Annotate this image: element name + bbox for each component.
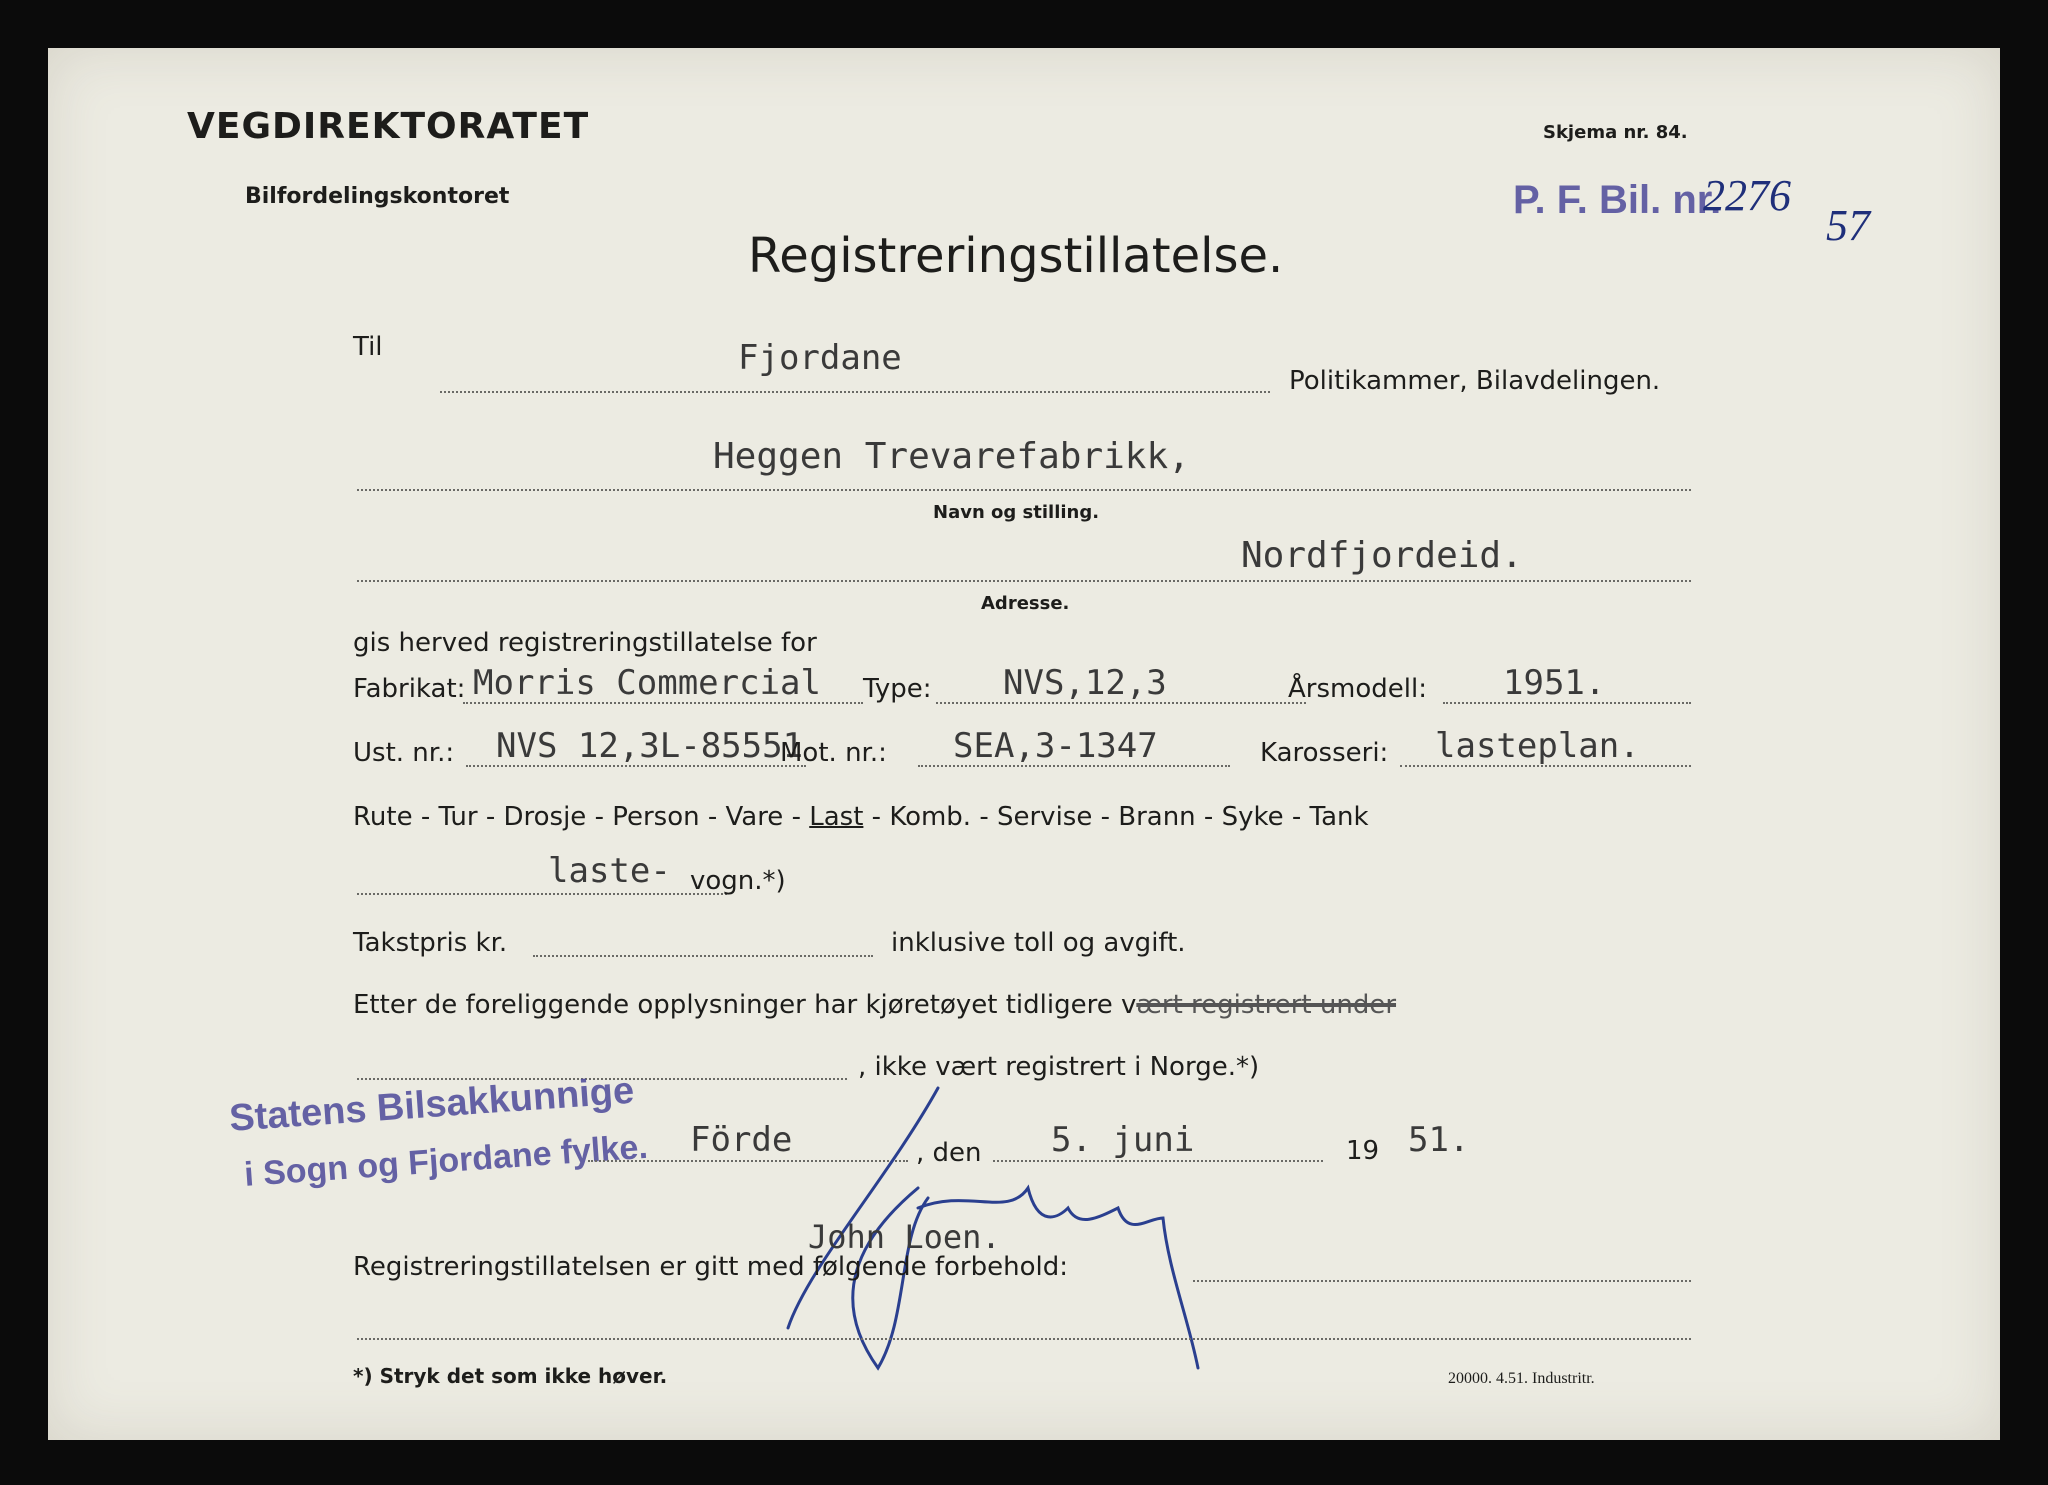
year-label: Årsmodell: [1288, 674, 1427, 704]
fabrikat-label: Fabrikat: [353, 674, 466, 704]
org-stamp-line2: i Sogn og Fjordane fylke. [243, 1127, 649, 1194]
previous-text [353, 990, 1396, 1020]
date-value: 5. juni [1051, 1120, 1195, 1160]
previous-line2: , ikke vært registrert i Norge.*) [858, 1052, 1260, 1082]
category-post: - Komb. - Servise - Brann - Syke - Tank [871, 802, 1369, 832]
document-title: Registreringstillatelse. [748, 228, 1284, 284]
name-value: Heggen Trevarefabrikk, [713, 436, 1190, 477]
to-suffix: Politikammer, Bilavdelingen. [1289, 366, 1661, 396]
mot-value: SEA,3-1347 [953, 726, 1158, 766]
to-value: Fjordane [738, 338, 902, 378]
previous-struck: ært registrert under [1136, 990, 1397, 1020]
printer-mark: 20000. 4.51. Industritr. [1448, 1370, 1595, 1387]
reference-suffix: 57 [1826, 201, 1870, 250]
price-line [533, 955, 873, 957]
signer-name: John Loen. [808, 1218, 1001, 1256]
reference-number: 2276 [1703, 171, 1791, 220]
address-line [357, 580, 1691, 582]
type-value: NVS,12,3 [1003, 663, 1167, 703]
to-label: Til [353, 332, 383, 362]
ust-label: Ust. nr.: [353, 738, 455, 768]
address-value: Nordfjordeid. [1241, 535, 1523, 576]
conditions-line-1 [1193, 1280, 1691, 1282]
year-suffix: 51. [1408, 1120, 1470, 1160]
category-pre: Rute - Tur - Drosje - Person - Vare - [353, 802, 801, 832]
price-suffix: inklusive toll og avgift. [891, 928, 1186, 958]
name-line [357, 489, 1691, 491]
vogn-suffix: vogn.*) [690, 866, 786, 896]
year-value: 1951. [1503, 663, 1606, 703]
name-caption: Navn og stilling. [933, 502, 1100, 523]
mot-label: Mot. nr.: [780, 738, 887, 768]
grant-text: gis herved registreringstillatelse for [353, 628, 817, 658]
year-prefix: 19 [1346, 1136, 1380, 1166]
schema-number: Skjema nr. 84. [1543, 122, 1688, 143]
footnote: *) Stryk det som ikke høver. [353, 1364, 668, 1388]
ust-value: NVS 12,3L-85551 [496, 726, 804, 766]
reference-stamp: P. F. Bil. nr. [1513, 178, 1722, 222]
fabrikat-value: Morris Commercial [473, 663, 821, 703]
type-label: Type: [863, 674, 932, 704]
price-label: Takstpris kr. [353, 928, 508, 958]
place-value: Förde [690, 1120, 793, 1160]
vogn-line [357, 893, 727, 895]
vogn-value: laste- [548, 851, 671, 891]
address-caption: Adresse. [981, 593, 1070, 614]
org-heading: VEGDIREKTORATET [187, 106, 590, 147]
category-line [353, 802, 1369, 832]
document-page [48, 48, 2000, 1440]
category-selected: Last [809, 802, 864, 832]
conditions-label: Registreringstillatelsen er gitt med følgende forbehold: [353, 1252, 1068, 1282]
body-label: Karosseri: [1260, 738, 1389, 768]
to-line [440, 391, 1270, 393]
previous-main: Etter de foreliggende opplysninger har kjøretøyet tidligere v [353, 990, 1137, 1020]
conditions-line-2 [357, 1338, 1691, 1340]
dept-subheading: Bilfordelingskontoret [245, 184, 510, 209]
body-value: lasteplan. [1435, 726, 1640, 766]
org-stamp-line1: Statens Bilsakkunnige [228, 1069, 636, 1140]
den-label: , den [916, 1138, 982, 1168]
